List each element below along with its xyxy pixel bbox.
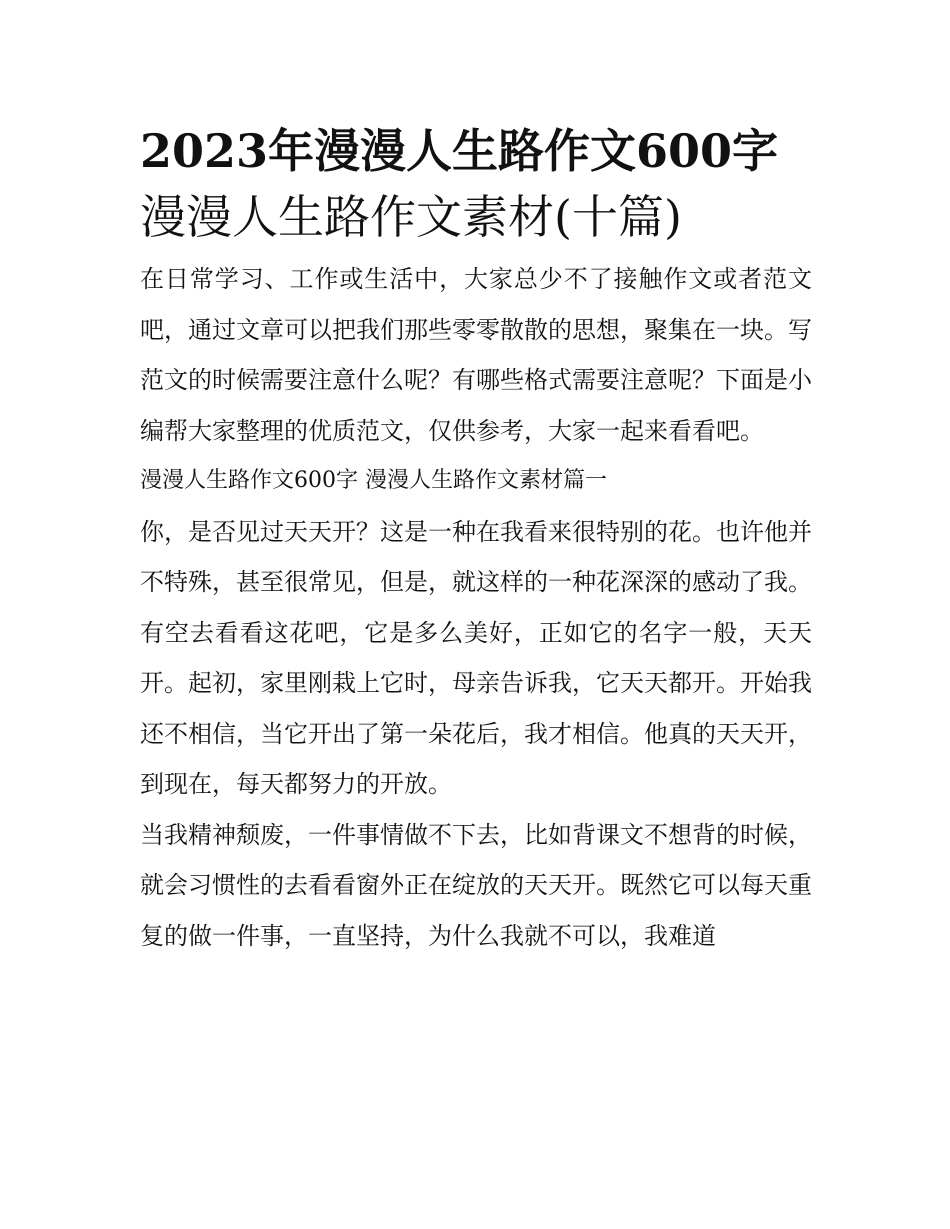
section-heading: 漫漫人生路作文600字 漫漫人生路作文素材篇一 [140, 468, 607, 493]
intro-paragraph: 在日常学习、工作或生活中，大家总少不了接触作文或者范文吧，通过文章可以把我们那些零零散散的思想，聚集在一块。写范文的时候需要注意什么呢？有哪些格式需要注意呢？下面是小编帮大家整理的优质范文，仅供参考，大家一起来看看吧。 [140, 265, 812, 445]
body-paragraph-3: 当我精神颓废，一件事情做不下去，比如背课文不想背的时候，就会习惯性的去看看窗外正在绽放的天天开。既然它可以每天重复的做一件事，一直坚持，为什么我就不可以，我难道 [140, 820, 812, 950]
title-line-1: 2023年漫漫人生路作文600字 [140, 124, 779, 178]
title-line-2: 漫漫人生路作文素材(十篇) [140, 190, 682, 244]
document-page [140, 118, 812, 961]
document-title [140, 118, 812, 250]
body-paragraph-1: 你，是否见过天天开？这是一种在我看来很特别的花。也许他并不特殊，甚至很常见，但是，就这样的一种花深深的感动了我。 [140, 517, 812, 596]
body-paragraph-2: 有空去看看这花吧，它是多么美好，正如它的名字一般，天天开。起初，家里刚栽上它时，母亲告诉我，它天天都开。开始我还不相信，当它开出了第一朵花后，我才相信。他真的天天开，到现在，每天都努力的开放。 [140, 618, 812, 798]
